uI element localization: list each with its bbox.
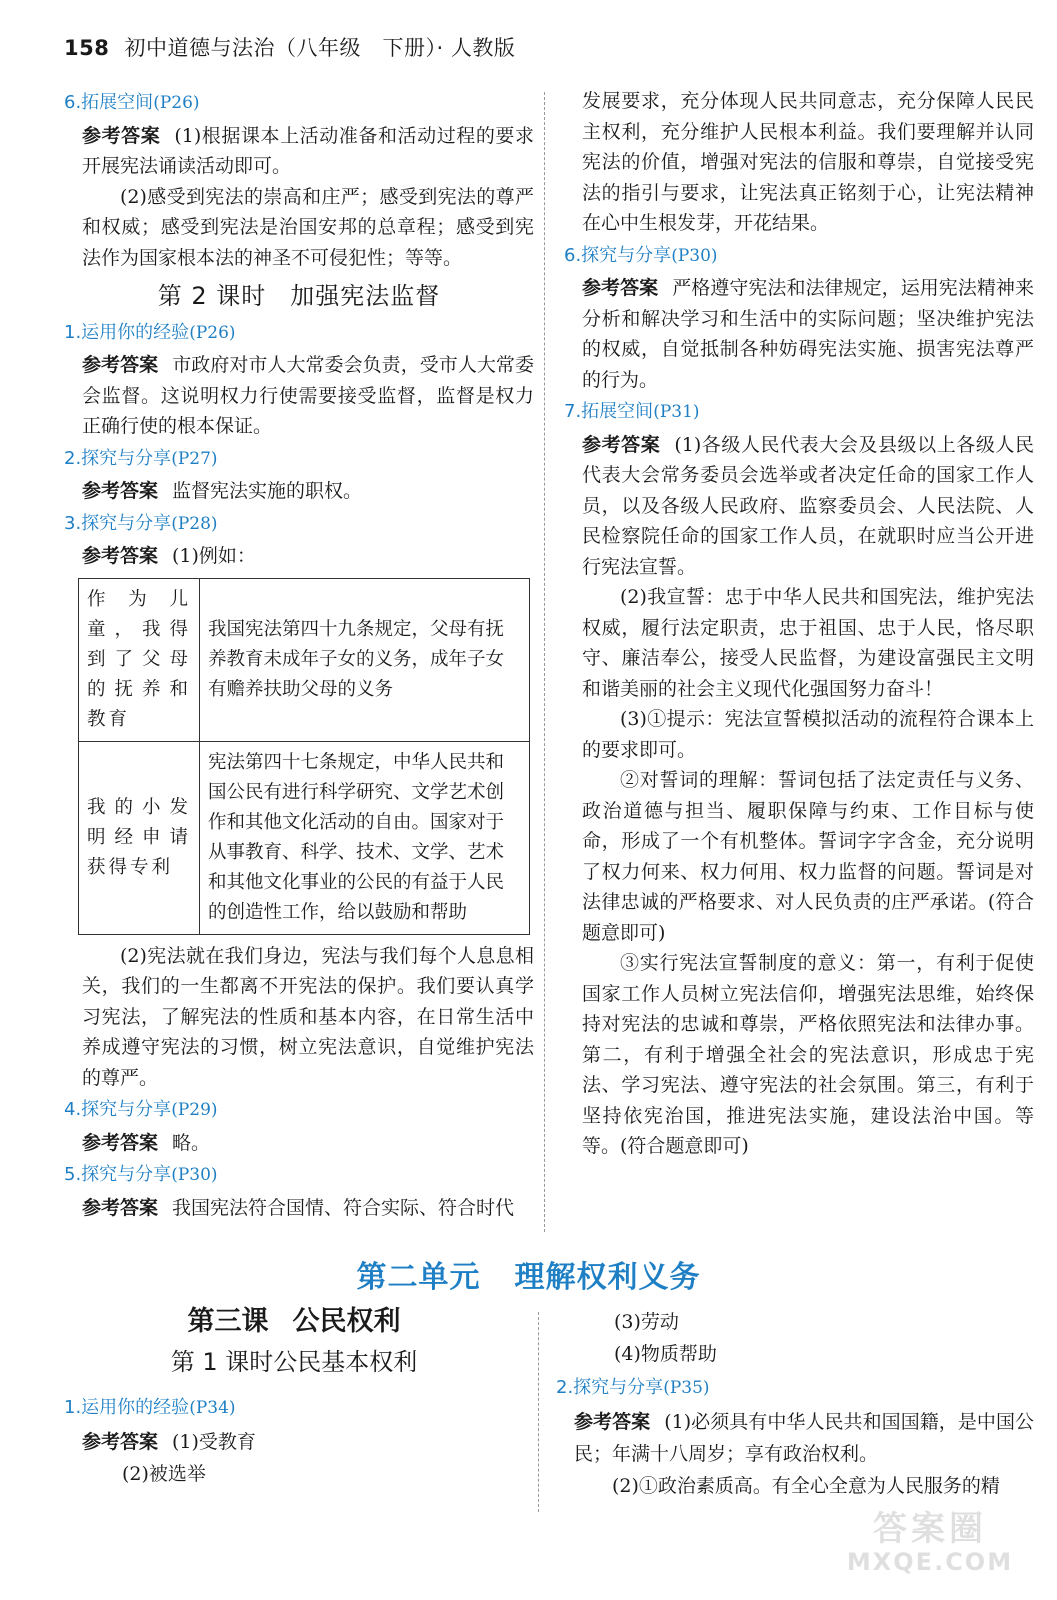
answer-block: 参考答案 (1)例如： — [82, 545, 256, 567]
answer-paragraph: 发展要求，充分体现人民共同意志，充分保障人民民主权利，充分维护人民根本利益。我们要理解并认同宪法的价值，增强对宪法的信服和尊崇，自觉接受宪法的指引与要求，让宪法真正铭刻于心，让宪法精神在心中生根发芽，开花结果。 — [582, 90, 1034, 234]
table-cell: 宪法第四十七条规定，中华人民共和国公民有进行科学研究、文学艺术创作和其他文化活动的自由。国家对于从事教育、科学、技术、文学、艺术和其他文化事业的公民的有益于人民的创造性工作，给以鼓励和帮助 — [200, 741, 530, 934]
section-title: 5.探究与分享(P30) — [64, 1164, 218, 1185]
answer-block: 参考答案 (1)各级人民代表大会及县级以上各级人民代表大会常务委员会选举或者决定任命的国家工作人员，以及各级人民政府、监察委员会、人民法院、人民检察院任命的国家工作人员，在就职时应当公开进行宪法宣誓。 — [582, 433, 1034, 578]
page-number: 158 — [64, 36, 110, 60]
section-title: 3.探究与分享(P28) — [64, 512, 218, 534]
lesson-subtitle: 第 1 课时公民基本权利 — [170, 1348, 418, 1376]
answer-label: 参考答案 — [82, 480, 159, 502]
page-header — [64, 32, 515, 62]
answer-label: 参考答案 — [582, 277, 659, 299]
answer-block: 参考答案 (1)受教育 — [82, 1431, 256, 1453]
lesson-title: 第三课 公民权利 — [187, 1306, 401, 1337]
lesson-title: 第 2 课时 加强宪法监督 — [157, 282, 441, 310]
answer-paragraph: (2)我宣誓：忠于中华人民共和国宪法，维护宪法权威，履行法定职责，忠于祖国、忠于人民，恪尽职守、廉洁奉公，接受人民监督，为建设富强民主文明和谐美丽的社会主义现代化强国努力奋斗！ — [582, 586, 1034, 700]
right-column-lower — [556, 1306, 1034, 1502]
answer-label: 参考答案 — [82, 545, 159, 567]
section-title: 6.探究与分享(P30) — [564, 244, 718, 266]
left-column — [64, 86, 534, 1223]
table-cell: 作为儿童，我得到了父母的抚养和教育 — [79, 578, 200, 741]
section-title: 4.探究与分享(P29) — [64, 1099, 218, 1120]
answer-label: 参考答案 — [82, 1196, 159, 1219]
answer-item: (4)物质帮助 — [614, 1343, 717, 1365]
example-table — [78, 578, 530, 935]
answer-label: 参考答案 — [82, 1131, 159, 1154]
answer-item: (2)被选举 — [122, 1463, 206, 1485]
table-cell: 我的小发明经申请获得专利 — [79, 741, 200, 934]
left-column-lower — [64, 1302, 524, 1490]
answer-block: 参考答案 略。 — [82, 1131, 211, 1154]
section-title: 1.运用你的经验(P34) — [64, 1397, 236, 1418]
answer-label: 参考答案 — [574, 1411, 651, 1433]
answer-block: 参考答案 市政府对市人大常委会负责，受市人大常委会监督。这说明权力行使需要接受监督，监督是权力正确行使的根本保证。 — [82, 354, 534, 437]
answer-paragraph: ②对誓词的理解：誓词包括了法定责任与义务、政治道德与担当、履职保障与约束、工作目标与使命，形成了一个有机整体。誓词字字含金，充分说明了权力何来、权力何用、权力监督的问题。誓词是对法律忠诚的严格要求、对人民负责的庄严承诺。(符合题意即可) — [582, 769, 1034, 944]
answer-paragraph: (2)①政治素质高。有全心全意为人民服务的精 — [612, 1475, 1000, 1497]
answer-paragraph: (2)宪法就在我们身边，宪法与我们每个人息息相关，我们的一生都离不开宪法的保护。我们要认真学习宪法，了解宪法的性质和基本内容，在日常生活中养成遵守宪法的习惯，树立宪法意识，自觉维护宪法的尊严。 — [82, 944, 534, 1089]
table-row — [79, 578, 530, 741]
watermark-logo: 答案圈 MXQE.COM — [846, 1509, 1014, 1576]
right-column — [564, 86, 1034, 1162]
answer-block: 参考答案 严格遵守宪法和法律规定，运用宪法精神来分析和解决学习和生活中的实际问题；坚决维护宪法的权威，自觉抵制各种妨碍宪法实施、损害宪法尊严的行为。 — [582, 277, 1034, 391]
section-title: 1.运用你的经验(P26) — [64, 321, 236, 343]
unit-title: 第二单元 理解权利义务 — [356, 1260, 701, 1295]
section-title: 6.拓展空间(P26) — [64, 92, 200, 113]
answer-label: 参考答案 — [82, 1431, 159, 1453]
answer-block: 参考答案 监督宪法实施的职权。 — [82, 480, 363, 502]
book-title: 初中道德与法治（八年级 下册）· 人教版 — [124, 36, 516, 60]
answer-label: 参考答案 — [582, 433, 661, 456]
answer-label: 参考答案 — [82, 124, 161, 147]
answer-block: 参考答案 (1)根据课本上活动准备和活动过程的要求开展宪法诵读活动即可。 — [82, 124, 534, 177]
answer-paragraph: (2)感受到宪法的崇高和庄严；感受到宪法的尊严和权威；感受到宪法是治国安邦的总章程；感受到宪法作为国家根本法的神圣不可侵犯性；等等。 — [82, 185, 534, 269]
answer-paragraph: (3)①提示：宪法宣誓模拟活动的流程符合课本上的要求即可。 — [582, 708, 1034, 761]
answer-block: 参考答案 (1)必须具有中华人民共和国国籍，是中国公民；年满十八周岁；享有政治权利。 — [574, 1411, 1034, 1465]
section-title: 2.探究与分享(P27) — [64, 447, 218, 469]
answer-block: 参考答案 我国宪法符合国情、符合实际、符合时代 — [82, 1196, 515, 1219]
answer-label: 参考答案 — [82, 354, 159, 376]
answer-paragraph: ③实行宪法宣誓制度的意义：第一，有利于促使国家工作人员树立宪法信仰，增强宪法思维，始终保持对宪法的忠诚和尊崇，严格依照宪法和法律办事。第二，有利于增强全社会的宪法意识，形成忠于宪法、学习宪法、遵守宪法的社会氛围。第三，有利于坚持依宪治国，推进宪法实施，建设法治中国。等等。(符合题意即可) — [582, 952, 1034, 1157]
table-row — [79, 741, 530, 934]
table-cell: 我国宪法第四十九条规定，父母有抚养教育未成年子女的义务，成年子女有赡养扶助父母的义务 — [200, 578, 530, 741]
section-title: 2.探究与分享(P35) — [556, 1377, 710, 1398]
section-title: 7.拓展空间(P31) — [564, 401, 700, 422]
answer-item: (3)劳动 — [614, 1311, 679, 1333]
column-divider — [544, 92, 545, 1232]
column-divider — [538, 1312, 539, 1512]
